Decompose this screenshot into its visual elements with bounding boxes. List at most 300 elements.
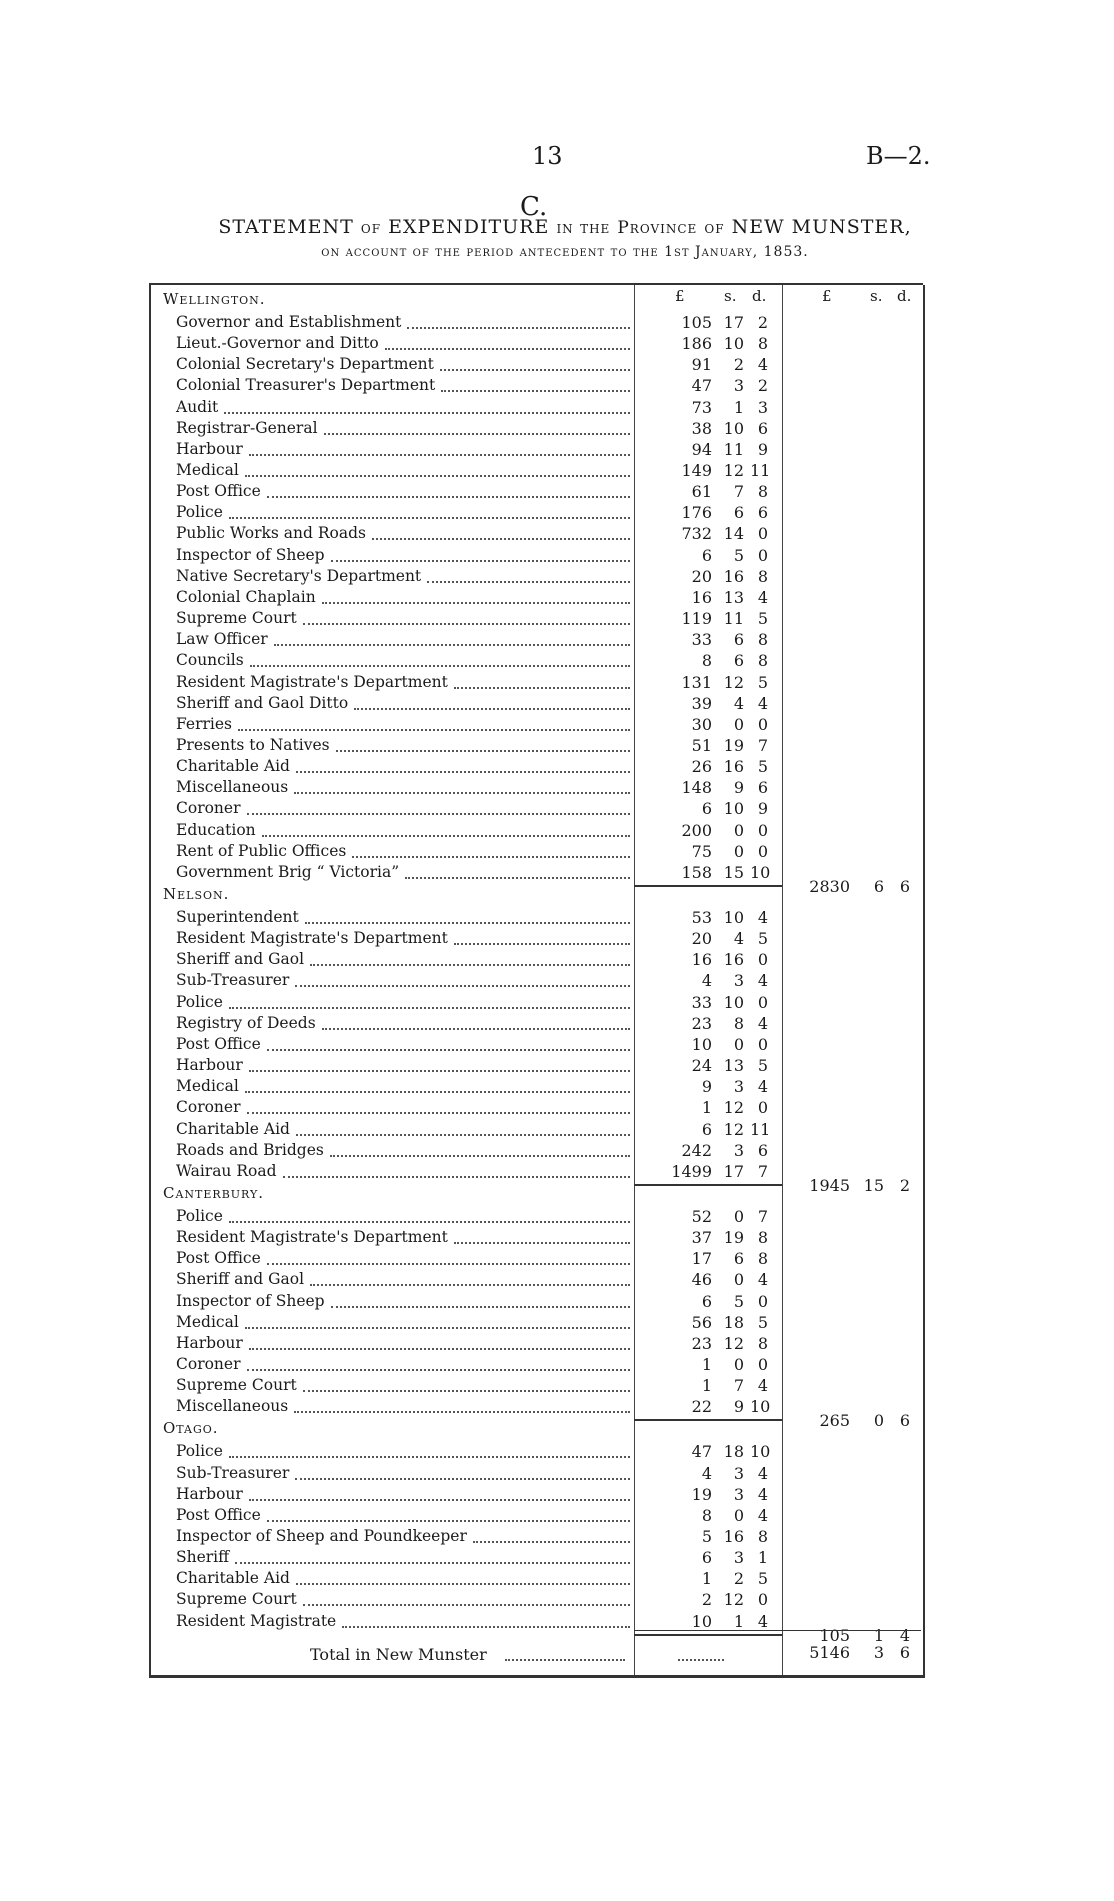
amount-pence: 6 <box>757 503 768 523</box>
leader-dots <box>267 1499 630 1522</box>
amount-pounds: 75 <box>691 841 712 861</box>
amount-shillings: 13 <box>723 1056 744 1076</box>
amount-pence: 5 <box>757 757 768 777</box>
title-part: in the <box>556 218 611 238</box>
amount-pence: 8 <box>757 1527 768 1546</box>
row-label: Resident Magistrate <box>176 1611 337 1630</box>
row-label: Miscellaneous <box>176 778 289 797</box>
section-total-pence: 4 <box>899 1625 910 1645</box>
amount-pounds: 149 <box>681 461 712 481</box>
amount-pence: 9 <box>757 799 768 819</box>
amount-shillings: 8 <box>733 1013 744 1033</box>
leader-dots <box>229 496 630 519</box>
row-label: Harbour <box>176 1333 243 1352</box>
leader-dots <box>294 771 630 794</box>
amount-pounds: 94 <box>691 439 712 459</box>
leader-dots <box>247 1091 630 1114</box>
amount-shillings: 0 <box>733 1354 744 1374</box>
amount-shillings: 18 <box>723 1312 744 1332</box>
amount-shillings: 12 <box>723 672 744 692</box>
amount-shillings: 12 <box>723 1119 744 1139</box>
amount-shillings: 0 <box>733 714 744 734</box>
amount-pounds: 39 <box>691 693 712 713</box>
total-rule <box>634 1630 782 1631</box>
amount-shillings: 10 <box>723 908 744 927</box>
section-total-shillings: 0 <box>873 1411 884 1431</box>
leader-dots <box>405 856 630 879</box>
amount-pence: 0 <box>757 1291 768 1311</box>
amount-shillings: 19 <box>723 735 744 755</box>
amount-pence: 10 <box>750 1442 771 1462</box>
leader-dots <box>454 1221 630 1244</box>
section-total-pence: 6 <box>899 877 910 897</box>
amount-pence: 0 <box>757 950 768 970</box>
amount-pounds: 61 <box>691 482 712 502</box>
leader-dots <box>305 901 630 924</box>
amount-pounds: 1 <box>701 1098 712 1118</box>
amount-pence: 4 <box>757 971 768 991</box>
total-rule <box>782 1630 921 1631</box>
row-label: Post Office <box>176 1249 261 1268</box>
amount-pounds: 53 <box>691 908 712 927</box>
amount-pence: 8 <box>757 1228 768 1248</box>
amount-pence: 4 <box>757 1484 768 1504</box>
amount-shillings: 11 <box>723 609 744 629</box>
amount-shillings: 1 <box>733 397 744 417</box>
col-b-pound-header: £ <box>822 287 832 305</box>
row-label: Medical <box>176 1312 239 1331</box>
row-label: Inspector of Sheep and Poundkeeper <box>176 1527 467 1545</box>
amount-pence: 5 <box>757 609 768 629</box>
leader-dots <box>247 1348 630 1371</box>
section-total-shillings: 6 <box>873 877 884 897</box>
amount-pounds: 131 <box>681 672 712 692</box>
grand-total-pounds: 5146 <box>809 1643 850 1662</box>
row-label: Charitable Aid <box>176 1569 290 1588</box>
row-label: Medical <box>176 1077 239 1096</box>
amount-shillings: 3 <box>733 971 744 991</box>
amount-shillings: 9 <box>733 1397 744 1417</box>
section-total-shillings: 15 <box>863 1175 884 1195</box>
leader-dots <box>440 348 630 371</box>
amount-pence: 4 <box>757 1013 768 1033</box>
leader-dots <box>454 922 630 945</box>
amount-pounds: 20 <box>691 929 712 949</box>
amount-shillings: 0 <box>733 1034 744 1054</box>
row-label: Rent of Public Offices <box>176 841 347 860</box>
leader-dots <box>249 1478 630 1501</box>
section-heading: Canterbury. <box>163 1183 265 1202</box>
leader-dots <box>235 1541 630 1564</box>
row-label: Coroner <box>176 799 241 818</box>
row-label: Registrar-General <box>176 418 318 437</box>
amount-pounds: 52 <box>691 1206 712 1226</box>
amount-shillings: 17 <box>723 1161 744 1181</box>
amount-pounds: 56 <box>691 1312 712 1332</box>
section-heading: Nelson. <box>163 885 230 904</box>
leader-dots <box>267 1242 630 1265</box>
amount-pounds: 17 <box>691 1249 712 1269</box>
amount-shillings: 3 <box>733 376 744 396</box>
amount-pence: 0 <box>757 714 768 734</box>
row-label: Police <box>176 1442 223 1461</box>
leader-dots <box>229 986 630 1009</box>
row-label: Police <box>176 992 223 1011</box>
leader-dots <box>331 1285 630 1308</box>
amount-pounds: 26 <box>691 757 712 777</box>
amount-shillings: 1 <box>733 1611 744 1631</box>
row-label: Sheriff and Gaol <box>176 1270 305 1289</box>
leader-dots <box>407 306 630 329</box>
amount-pounds: 10 <box>691 1034 712 1054</box>
section-subtotal-rule <box>634 1634 782 1636</box>
amount-pence: 0 <box>757 1034 768 1054</box>
amount-shillings: 0 <box>733 820 744 840</box>
amount-pence: 5 <box>757 1312 768 1332</box>
row-label: Colonial Chaplain <box>176 587 316 606</box>
row-label: Wairau Road <box>176 1161 277 1180</box>
amount-shillings: 10 <box>723 418 744 438</box>
leader-dots <box>295 1457 630 1480</box>
amount-shillings: 5 <box>733 1291 744 1311</box>
row-label: Charitable Aid <box>176 1119 290 1138</box>
amount-pence: 2 <box>757 312 768 332</box>
row-label: Presents to Natives <box>176 735 330 754</box>
amount-pounds: 20 <box>691 566 712 586</box>
amount-pounds: 46 <box>691 1270 712 1290</box>
row-label: Resident Magistrate's Department <box>176 1228 448 1247</box>
amount-pounds: 91 <box>691 355 712 375</box>
row-label: Governor and Establishment <box>176 312 402 331</box>
amount-pounds: 37 <box>691 1228 712 1248</box>
leader-dots <box>267 1028 630 1051</box>
amount-pence: 10 <box>750 862 771 882</box>
amount-pounds: 47 <box>691 1442 712 1462</box>
amount-pounds: 242 <box>681 1140 712 1160</box>
amount-pounds: 33 <box>691 992 712 1012</box>
section-subtotal-rule <box>634 1184 782 1186</box>
section-total-pounds: 1945 <box>809 1175 850 1195</box>
amount-pence: 5 <box>757 1569 768 1589</box>
leader-dots <box>283 1155 630 1178</box>
amount-shillings: 7 <box>733 1376 744 1396</box>
amount-shillings: 5 <box>733 545 744 565</box>
amount-pounds: 23 <box>691 1013 712 1033</box>
leader-dots <box>303 602 630 625</box>
leader-dots <box>294 1390 630 1413</box>
amount-pounds: 47 <box>691 376 712 396</box>
amount-pounds: 1 <box>701 1376 712 1396</box>
row-label: Law Officer <box>176 630 268 649</box>
page-number: 13 <box>532 142 563 170</box>
leader-dots <box>267 475 630 498</box>
amount-pence: 8 <box>757 334 768 354</box>
row-label: Education <box>176 820 256 839</box>
row-label: Colonial Treasurer's Department <box>176 376 436 395</box>
amount-pence: 0 <box>757 820 768 840</box>
amount-pounds: 186 <box>681 334 712 354</box>
amount-pence: 4 <box>757 587 768 607</box>
amount-shillings: 16 <box>723 950 744 970</box>
amount-shillings: 3 <box>733 1484 744 1504</box>
amount-pounds: 19 <box>691 1484 712 1504</box>
leader-dots <box>330 1134 630 1157</box>
leader-dots <box>354 687 630 710</box>
amount-pence: 0 <box>757 1098 768 1118</box>
amount-pence: 0 <box>757 545 768 565</box>
amount-shillings: 16 <box>723 566 744 586</box>
leader-dots <box>505 1649 625 1661</box>
row-label: Councils <box>176 651 244 670</box>
row-label: Post Office <box>176 482 261 501</box>
leader-dots <box>245 1306 630 1329</box>
amount-pence: 8 <box>757 566 768 586</box>
row-label: Post Office <box>176 1505 261 1524</box>
amount-pence: 6 <box>757 778 768 798</box>
row-label: Harbour <box>176 1484 243 1503</box>
amount-pounds: 9 <box>701 1077 712 1097</box>
row-label: Supreme Court <box>176 1376 297 1395</box>
row-label: Coroner <box>176 1354 241 1373</box>
amount-pence: 0 <box>757 1590 768 1610</box>
leader-dots <box>249 1327 630 1350</box>
row-label: Public Works and Roads <box>176 524 366 543</box>
leader-dots <box>331 539 630 562</box>
col-a-pound-header: £ <box>675 287 685 305</box>
amount-shillings: 17 <box>723 312 744 332</box>
row-label: Charitable Aid <box>176 757 290 776</box>
leader-dots <box>250 644 630 667</box>
amount-pounds: 10 <box>691 1611 712 1631</box>
title-part: of <box>704 218 725 238</box>
leader-dots <box>229 1200 630 1223</box>
row-label: Superintendent <box>176 908 299 926</box>
amount-pounds: 23 <box>691 1333 712 1353</box>
amount-pence: 8 <box>757 651 768 671</box>
amount-pounds: 6 <box>701 799 712 819</box>
amount-pounds: 16 <box>691 587 712 607</box>
leader-dots <box>249 1049 630 1072</box>
grand-total-shillings: 3 <box>873 1643 884 1662</box>
amount-pence: 0 <box>757 841 768 861</box>
amount-pence: 3 <box>757 397 768 417</box>
amount-pence: 8 <box>757 482 768 502</box>
amount-pounds: 1 <box>701 1354 712 1374</box>
row-label: Inspector of Sheep <box>176 1291 325 1310</box>
leader-dots <box>310 1263 630 1286</box>
document-reference: B—2. <box>866 142 931 170</box>
amount-shillings: 0 <box>733 841 744 861</box>
leader-dots <box>372 517 630 540</box>
row-label: Inspector of Sheep <box>176 545 325 564</box>
amount-shillings: 6 <box>733 1249 744 1269</box>
amount-pence: 9 <box>757 439 768 459</box>
amount-pounds: 6 <box>701 1291 712 1311</box>
row-label: Resident Magistrate's Department <box>176 929 448 948</box>
col-a-shilling-header: s. <box>724 287 737 305</box>
amount-shillings: 16 <box>723 757 744 777</box>
leader-dots <box>247 792 630 815</box>
leader-dots <box>295 964 630 987</box>
amount-pence: 4 <box>757 1376 768 1396</box>
amount-shillings: 2 <box>733 1569 744 1589</box>
amount-shillings: 0 <box>733 1505 744 1525</box>
amount-pounds: 1499 <box>671 1161 712 1181</box>
amount-pence: 11 <box>750 461 771 481</box>
amount-shillings: 14 <box>723 524 744 544</box>
amount-pounds: 119 <box>681 609 712 629</box>
amount-shillings: 12 <box>723 1590 744 1610</box>
leader-dots <box>274 623 630 646</box>
row-label: Police <box>176 503 223 522</box>
amount-pounds: 51 <box>691 735 712 755</box>
amount-pence: 4 <box>757 908 768 927</box>
leader-dots <box>310 943 630 966</box>
col-b-shilling-header: s. <box>870 287 883 305</box>
amount-pounds: 732 <box>681 524 712 544</box>
amount-pence: 1 <box>757 1548 768 1568</box>
amount-shillings: 13 <box>723 587 744 607</box>
amount-pounds: 6 <box>701 1548 712 1568</box>
amount-shillings: 4 <box>733 929 744 949</box>
amount-pence: 5 <box>757 1056 768 1076</box>
leader-dots <box>427 560 630 583</box>
row-label: Audit <box>176 397 219 416</box>
amount-shillings: 10 <box>723 799 744 819</box>
amount-shillings: 3 <box>733 1140 744 1160</box>
section-heading: Wellington. <box>163 290 266 308</box>
amount-pounds: 6 <box>701 1119 712 1139</box>
table-top-rule <box>149 283 923 285</box>
amount-pence: 4 <box>757 1270 768 1290</box>
amount-pounds: 1 <box>701 1569 712 1589</box>
amount-shillings: 16 <box>723 1527 744 1546</box>
amount-pounds: 24 <box>691 1056 712 1076</box>
amount-shillings: 3 <box>733 1077 744 1097</box>
leader-dots <box>678 1649 724 1661</box>
amount-pounds: 6 <box>701 545 712 565</box>
amount-pence: 4 <box>757 355 768 375</box>
section-subtotal-rule <box>634 1419 782 1421</box>
amount-pounds: 22 <box>691 1397 712 1417</box>
leader-dots <box>324 412 630 435</box>
section-total-shillings: 1 <box>873 1625 884 1645</box>
amount-shillings: 10 <box>723 334 744 354</box>
title-part: EXPENDITURE <box>388 216 550 238</box>
leader-dots <box>441 369 630 392</box>
row-label: Coroner <box>176 1098 241 1117</box>
amount-shillings: 6 <box>733 651 744 671</box>
grand-total-pence: 6 <box>899 1643 910 1662</box>
row-label: Post Office <box>176 1034 261 1053</box>
section-total-pounds: 2830 <box>809 877 850 897</box>
amount-shillings: 12 <box>723 1333 744 1353</box>
leader-dots <box>245 454 630 477</box>
amount-pounds: 8 <box>701 651 712 671</box>
amount-pounds: 148 <box>681 778 712 798</box>
leader-dots <box>296 750 630 773</box>
title-part: Province <box>617 218 698 238</box>
col-a-pence-header: d. <box>752 287 767 305</box>
leader-dots <box>454 666 630 689</box>
amount-pence: 8 <box>757 1249 768 1269</box>
col-b-pence-header: d. <box>897 287 912 305</box>
amount-shillings: 0 <box>733 1206 744 1226</box>
amount-pence: 0 <box>757 1354 768 1374</box>
amount-pounds: 4 <box>701 1463 712 1483</box>
amount-shillings: 3 <box>733 1548 744 1568</box>
section-total-pounds: 105 <box>819 1625 850 1645</box>
section-total-pence: 6 <box>899 1411 910 1431</box>
section-subtotal-rule <box>634 885 782 887</box>
amount-shillings: 15 <box>723 862 744 882</box>
amount-pence: 7 <box>757 1206 768 1226</box>
row-label: Harbour <box>176 1056 243 1075</box>
amount-shillings: 3 <box>733 1463 744 1483</box>
amount-pence: 6 <box>757 418 768 438</box>
amount-pounds: 16 <box>691 950 712 970</box>
amount-pounds: 2 <box>701 1590 712 1610</box>
amount-pence: 0 <box>757 524 768 544</box>
amount-pounds: 30 <box>691 714 712 734</box>
row-label: Sheriff <box>176 1548 230 1567</box>
row-label: Registry of Deeds <box>176 1013 316 1032</box>
section-heading: Otago. <box>163 1419 219 1438</box>
leader-dots <box>245 1070 630 1093</box>
row-label: Sub-Treasurer <box>176 1463 290 1482</box>
row-label: Police <box>176 1206 223 1225</box>
leader-dots <box>224 391 630 414</box>
row-label: Lieut.-Governor and Ditto <box>176 334 379 353</box>
amount-pence: 4 <box>757 1077 768 1097</box>
amount-pounds: 176 <box>681 503 712 523</box>
amount-pence: 6 <box>757 1140 768 1160</box>
statement-title <box>150 216 980 238</box>
leader-dots <box>322 1007 630 1030</box>
row-label: Supreme Court <box>176 1590 297 1609</box>
amount-shillings: 4 <box>733 693 744 713</box>
row-label: Ferries <box>176 714 232 733</box>
amount-pence: 4 <box>757 1505 768 1525</box>
amount-pounds: 4 <box>701 971 712 991</box>
amount-shillings: 11 <box>723 439 744 459</box>
amount-pence: 4 <box>757 1463 768 1483</box>
leader-dots <box>352 835 630 858</box>
row-label: Sheriff and Gaol <box>176 950 305 969</box>
leader-dots <box>473 1520 630 1543</box>
amount-shillings: 18 <box>723 1442 744 1462</box>
leader-dots <box>336 729 630 752</box>
amount-pence: 10 <box>750 1397 771 1417</box>
amount-shillings: 12 <box>723 461 744 481</box>
amount-shillings: 19 <box>723 1228 744 1248</box>
leader-dots <box>303 1369 630 1392</box>
row-label: Miscellaneous <box>176 1397 289 1416</box>
leader-dots <box>342 1605 630 1628</box>
amount-pence: 4 <box>757 693 768 713</box>
row-label: Harbour <box>176 439 243 458</box>
amount-pounds: 73 <box>691 397 712 417</box>
amount-shillings: 10 <box>723 992 744 1012</box>
section-letter: C. <box>520 192 548 222</box>
statement-subtitle: on account of the period antecedent to the 1st January, 1853. <box>321 244 809 260</box>
amount-shillings: 0 <box>733 1270 744 1290</box>
amount-pounds: 33 <box>691 630 712 650</box>
leader-dots <box>322 581 630 604</box>
amount-shillings: 7 <box>733 482 744 502</box>
amount-pence: 2 <box>757 376 768 396</box>
row-label: Sheriff and Gaol Ditto <box>176 693 349 712</box>
